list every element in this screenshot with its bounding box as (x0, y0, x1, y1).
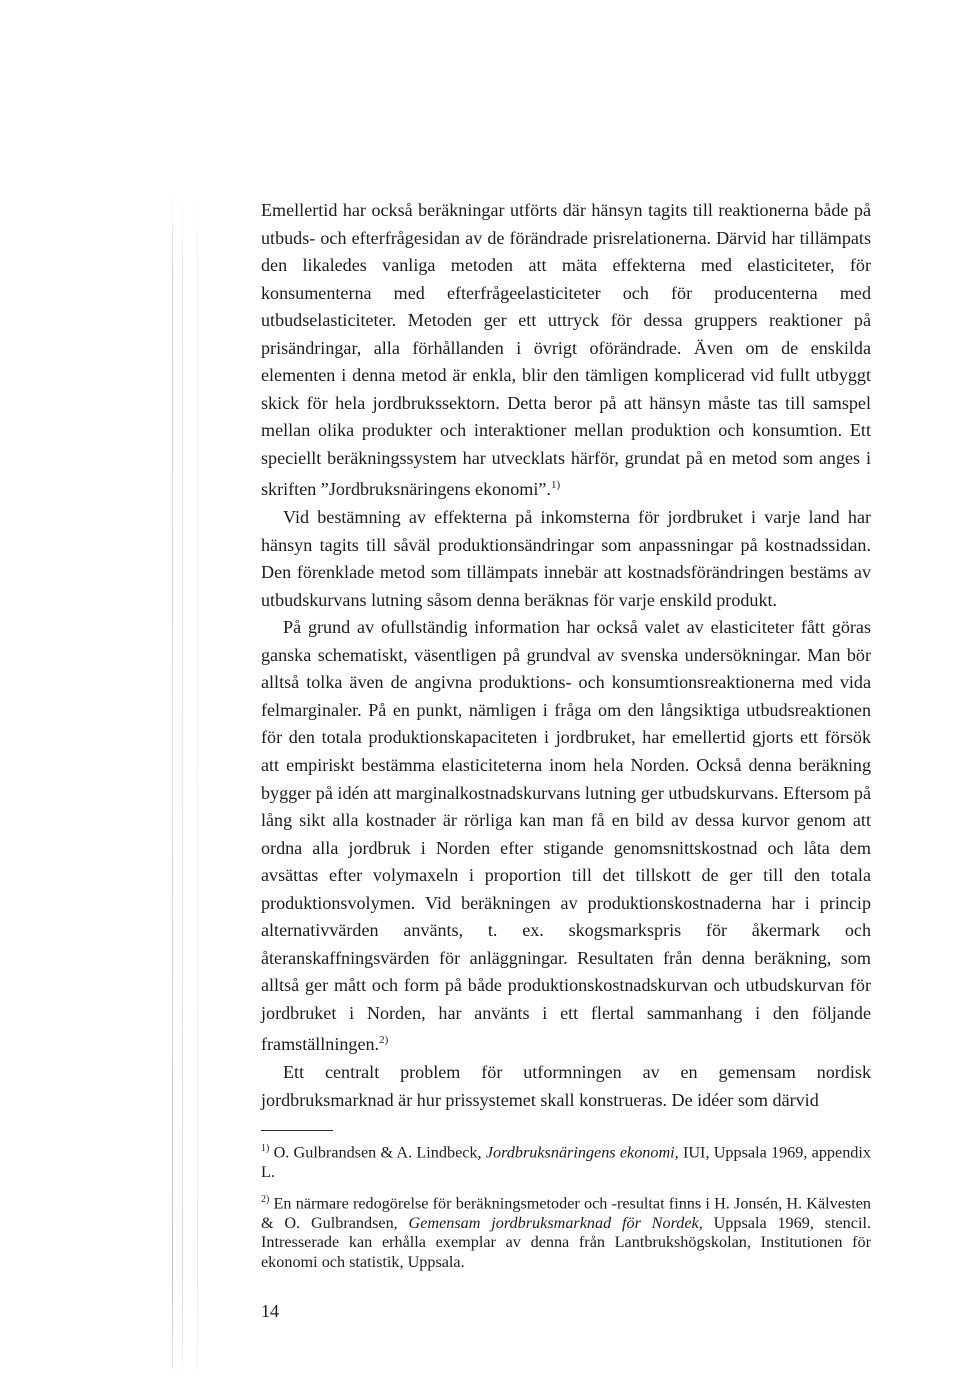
footnote-divider (261, 1130, 333, 1131)
gutter-line (197, 190, 198, 1370)
footnote-text: Uppsala 1969, stencil. Intresserade kan erhålla exemplar av denna från Lantbrukshögskolan, Institutionen för ekonomi och statistik, Uppsala. (261, 1213, 871, 1271)
footnote-marker: 2) (261, 1193, 270, 1205)
page-content (261, 197, 871, 1279)
footnote-text: O. Gulbrandsen & A. Lindbeck, (273, 1143, 486, 1162)
paragraph (261, 197, 871, 504)
body-text (261, 197, 871, 1114)
binding-gutter (164, 190, 204, 1370)
paragraph: Vid bestämning av effekterna på inkomsterna för jordbruket i varje land har hänsyn tagits till såväl produktionsändringar som anpassningar på kostnadssidan. Den förenklade metod som tillämpats innebär att kostnadsförändringen bestäms av utbudskurvans lutning såsom denna beräknas för varje enskild produkt. (261, 507, 871, 610)
gutter-line (172, 190, 173, 1370)
gutter-line (182, 190, 183, 1370)
footnote-ref: 2) (379, 1034, 389, 1047)
footnote-title: Jordbruksnäringens ekonomi, (485, 1143, 679, 1162)
footnotes (261, 1139, 871, 1272)
footnote-text: IUI, Uppsala 1969, appendix L. (261, 1143, 871, 1182)
footnote-marker: 1) (261, 1143, 270, 1155)
footnote (261, 1190, 871, 1273)
footnote (261, 1139, 871, 1183)
paragraph-text: Emellertid har också beräkningar utförts där hänsyn tagits till reaktionerna både på utbuds- och efterfrågesidan av de förändrade prisrelationerna. Därvid har tillämpats den likaledes vanliga metoden att mäta effekterna med elasticiteter, för konsumenterna med efterfrågeelasticiteter och för producenterna med utbudselasticiteter. Metoden ger ett uttryck för dessa gruppers reaktioner på prisändringar, alla förhållanden i övrigt oförändrade. Även om de enskilda elementen i denna metod är enkla, blir den tämligen komplicerad vid fullt utbyggt skick för hela jordbrukssektorn. Detta beror på att hänsyn måste tas till samspel mellan olika produkter och interaktioner mellan produktion och konsumtion. Ett speciellt beräkningssystem har utvecklats härför, grundat på en metod som anges i skriften ”Jordbruksnäringens ekonomi”. (261, 200, 871, 500)
footnote-title: Gemensam jordbruksmarknad för Nordek, (408, 1213, 703, 1232)
paragraph (261, 614, 871, 1059)
footnote-text: En närmare redogörelse för beräkningsmetoder och -resultat finns i H. Jonsén, H. Kälvesten & O. Gulbrandsen, (261, 1194, 871, 1232)
footnote-ref: 1) (550, 479, 561, 492)
page-number: 14 (261, 1301, 279, 1321)
paragraph-text: På grund av ofullständig information har också valet av elasticiteter fått göras ganska schematiskt, väsentligen på grundval av svenska undersökningar. Man bör alltså tolka även de angivna produktions- och konsumtionsreaktionerna med vida felmarginaler. På en punkt, nämligen i fråga om den långsiktiga utbudsreaktionen för den totala produktionskapaciteten i jordbruket, har emellertid gjorts ett försök att empiriskt bestämma elasticiteterna inom hela Norden. Också denna beräkning bygger på idén att marginalkostnadskurvans lutning ger utbudskurvans. Eftersom på lång sikt alla kostnader är rörliga kan man få en bild av dessa kurvor genom att ordna alla jordbruk i Norden efter stigande genomsnittskostnad och låta dem avsättas efter volymaxeln i proportion till det tillskott de ger till den totala produktionsvolymen. Vid beräkningen av produktionskostnaderna har i princip alternativvärden använts, t. ex. skogsmarkspris för åkermark och återanskaffningsvärden för anläggningar. Resultaten från denna beräkning, som alltså ger mått och form på både produktionskostnadskurvan och utbudskurvan för jordbruket i Norden, har använts i ett flertal sammanhang i den följande framställningen. (261, 617, 871, 1055)
paragraph: Ett centralt problem för utformningen av en gemensam nordisk jordbruksmarknad är hur prissystemet skall konstrueras. De idéer som därvid (261, 1062, 871, 1110)
